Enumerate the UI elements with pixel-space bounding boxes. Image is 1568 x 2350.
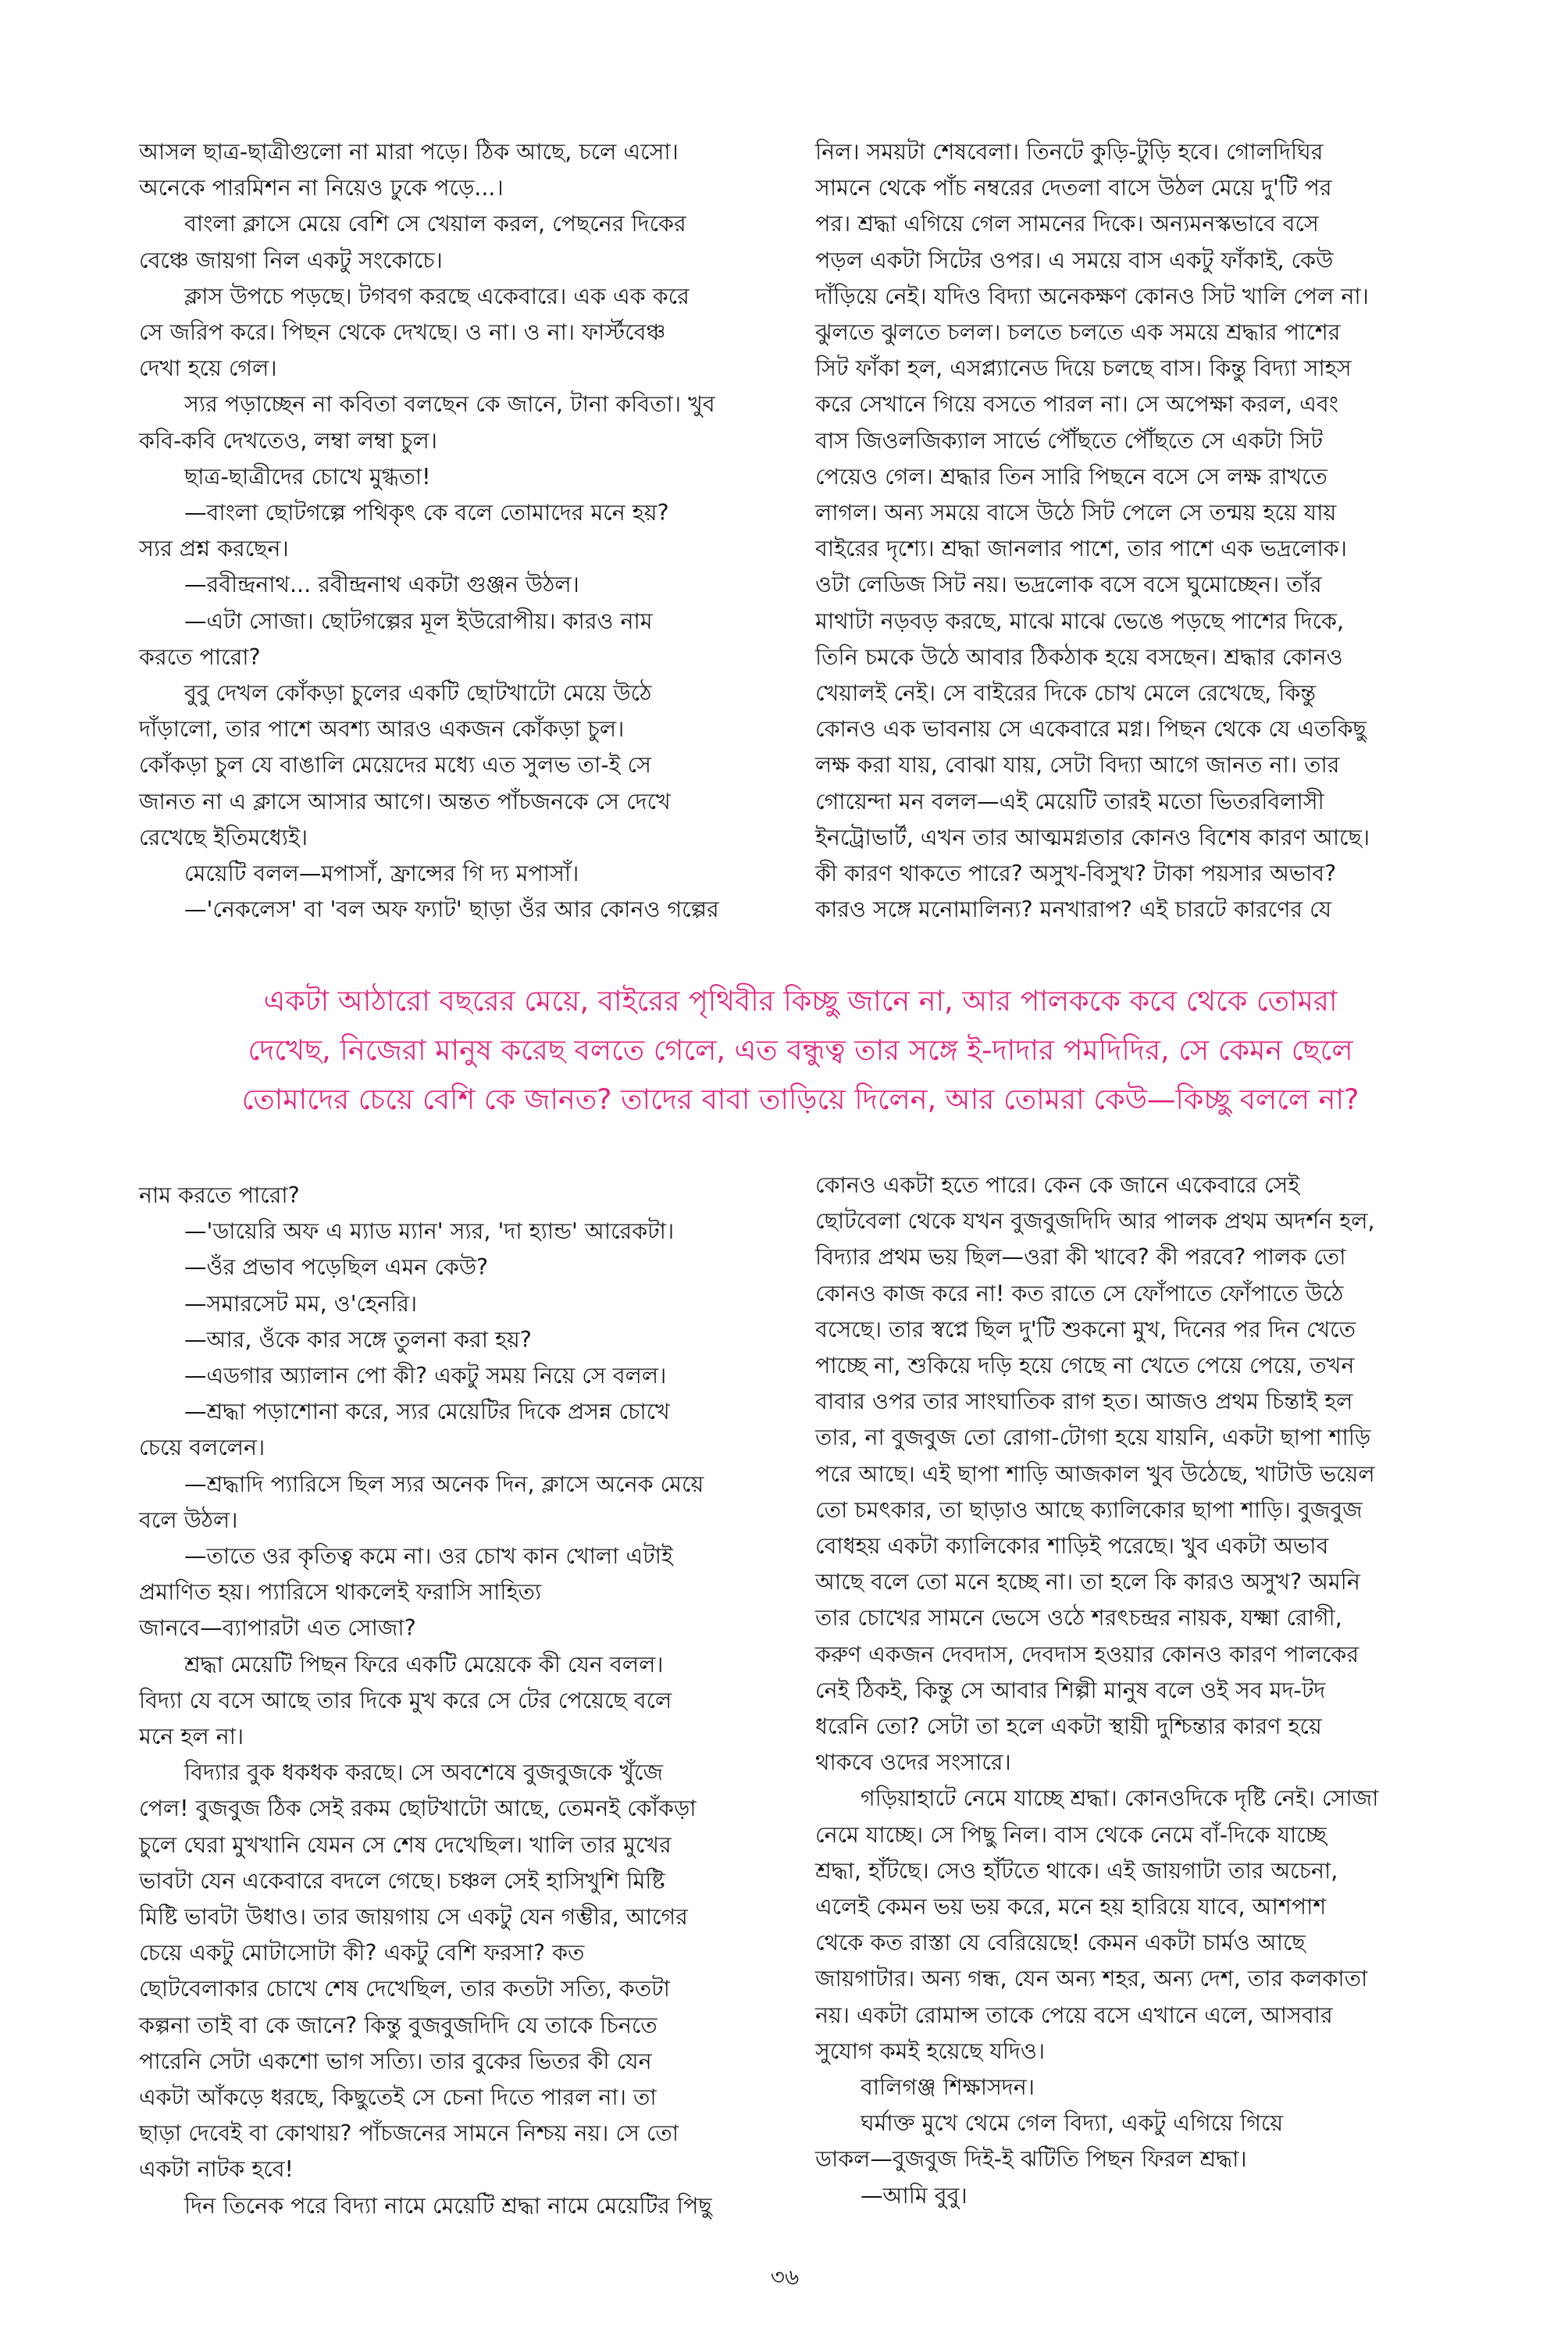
text-line: জায়গাটার। অন্য গন্ধ, যেন অন্য শহর, অন্য দেশ, তার কলকাতা — [815, 1966, 1368, 1992]
text-line: ঘর্মাক্ত মুখে থেমে গেল বিদ্যা, একটু এগিয়ে গিয়ে — [861, 2110, 1284, 2137]
text-line: রেখেছে ইতিমধ্যেই। — [139, 824, 308, 850]
text-line: এলেই কেমন ভয় ভয় করে, মনে হয় হারিয়ে যাবে, আশপাশ — [815, 1894, 1327, 1920]
text-line: মাথাটা নড়বড় করছে, মাঝে মাঝে ভেঙে পড়ছে পাশের দিকে, — [815, 608, 1345, 634]
text-line: লাগল। অন্য সময়ে বাসে উঠে সিট পেলে সে তন্ময় হয়ে যায় — [815, 500, 1337, 526]
pull-quote-line: দেখেছ, নিজেরা মানুষ করেছ বলতে গেলে, এত বন্ধুত্ব তার সঙ্গে ই-দাদার পমদিদির, সে কেমন ছেলে — [248, 1033, 1353, 1067]
text-line: বাংলা ক্লাসে মেয়ে বেশি সে খেয়াল করল, পেছনের দিকের — [184, 211, 686, 237]
text-line: কী কারণ থাকতে পারে? অসুখ-বিসুখ? টাকা পয়সার অভাব? — [815, 861, 1337, 887]
text-line: নিল। সময়টা শেষবেলা। তিনটে কুড়ি-টুড়ি হবে। গোলদিঘির — [815, 139, 1324, 165]
text-line: ইনট্রোভার্ট, এখন তার আত্মমগ্নতার কোনও বিশেষ কারণ আছে। — [815, 824, 1370, 850]
text-line: তার, না বুজবুজ তো রোগা-টোগা হয়ে যায়নি, একটা ছাপা শাড়ি — [815, 1425, 1371, 1451]
text-line: সে জরিপ করে। পিছন থেকে দেখছে। ও না। ও না। ফার্স্টবেঞ্চ — [139, 319, 666, 346]
text-line: বুবু দেখল কোঁকড়া চুলের একটি ছোটখাটো মেয়ে উঠে — [184, 680, 652, 707]
text-line: দিন তিনেক পরে বিদ্যা নামে মেয়েটি শ্রদ্ধা নামে মেয়েটির পিছু — [184, 2192, 712, 2219]
text-line: মনে হল না। — [139, 1724, 244, 1750]
text-line: —এডগার অ্যালান পো কী? একটু সময় নিয়ে সে বলল। — [184, 1363, 667, 1389]
text-line: চেয়ে বললেন। — [139, 1435, 265, 1461]
text-line: থেকে কত রাস্তা যে বেরিয়েছে! কেমন একটা চার্মও আছে — [815, 1930, 1306, 1956]
text-line: কোনও কাজ করে না! কত রাতে সে ফোঁপাতে ফোঁপাতে উঠে — [815, 1280, 1344, 1307]
text-line: ছোটবেলাকার চোখে শেষ দেখেছিল, তার কতটা সত্যি, কতটা — [139, 1976, 670, 2002]
text-line: আছে বলে তো মনে হচ্ছে না। তা হলে কি কারও অসুখ? অমনি — [815, 1569, 1360, 1596]
text-line: গোয়েন্দা মন বলল—এই মেয়েটি তারই মতো ভিতরবিলাসী — [815, 788, 1324, 815]
text-line: করুণ একজন দেবদাস, দেবদাস হওয়ার কোনও কারণ পালকের — [815, 1641, 1360, 1667]
text-line: —রবীন্দ্রনাথ... রবীন্দ্রনাথ একটা গুঞ্জন উঠল। — [184, 572, 579, 598]
text-line: বালিগঞ্জ শিক্ষাসদন। — [861, 2074, 1035, 2101]
text-line: ছোটবেলা থেকে যখন বুজবুজদিদি আর পালক প্রথম অদর্শন হল, — [815, 1208, 1375, 1235]
text-line: বিদ্যার বুক ধকধক করছে। সে অবশেষে বুজবুজকে খুঁজে — [184, 1760, 663, 1786]
text-line: —বাংলা ছোটগল্পে পথিকৃৎ কে বলে তোমাদের মনে হয়? — [184, 500, 669, 526]
pull-quote-line: একটা আঠারো বছরের মেয়ে, বাইরের পৃথিবীর কিচ্ছু জানে না, আর পালককে কবে থেকে তোমরা — [263, 984, 1338, 1018]
text-line: ছাড়া দেবেই বা কোথায়? পাঁচজনের সামনে নিশ্চয় নয়। সে তো — [139, 2120, 679, 2147]
text-line: সিট ফাঁকা হল, এসপ্ল্যানেড দিয়ে চলছে বাস। কিন্তু বিদ্যা সাহস — [815, 355, 1352, 382]
text-line: বাইরের দৃশ্যে। শ্রদ্ধা জানলার পাশে, তার পাশে এক ভদ্রলোক। — [815, 536, 1347, 562]
text-column-bottom-right — [815, 1168, 1448, 2214]
text-line: সুযোগ কমই হয়েছে যদিও। — [815, 2038, 1046, 2064]
text-column-bottom-left — [139, 1178, 773, 2224]
text-line: স্যর প্রশ্ন করছেন। — [139, 536, 289, 562]
text-line: —'ডায়েরি অফ এ ম্যাড ম্যান' স্যর, 'দা হ্যান্ড' আরেকটা। — [184, 1218, 675, 1245]
text-line: —ওঁর প্রভাব পড়েছিল এমন কেউ? — [184, 1254, 489, 1281]
page-number: ৩৬ — [770, 2264, 800, 2290]
text-line: কোঁকড়া চুল যে বাঙালি মেয়েদের মধ্যে এত সুলভ তা-ই সে — [139, 752, 651, 779]
text-line: ডাকল—বুজবুজ দিই-ই ঝটিতি পিছন ফিরল শ্রদ্ধা। — [815, 2146, 1247, 2173]
text-line: —আর, ওঁকে কার সঙ্গে তুলনা করা হয়? — [184, 1326, 532, 1353]
text-line: বিদ্যার প্রথম ভয় ছিল—ওরা কী খাবে? কী পরবে? পালক তো — [815, 1244, 1346, 1271]
text-line: দাঁড়িয়ে নেই। যদিও বিদ্যা অনেকক্ষণ কোনও সিট খালি পেল না। — [815, 283, 1369, 309]
text-line: নেই ঠিকই, কিন্তু সে আবার শিল্পী মানুষ বলে ওই সব মদ-টদ — [815, 1677, 1326, 1703]
text-line: পর। শ্রদ্ধা এগিয়ে গেল সামনের দিকে। অন্যমনস্কভাবে বসে — [815, 211, 1319, 237]
text-line: শ্রদ্ধা মেয়েটি পিছন ফিরে একটি মেয়েকে কী যেন বলল। — [184, 1651, 664, 1678]
text-line: অনেকে পারমিশন না নিয়েও ঢুকে পড়ে...। — [139, 175, 504, 201]
text-line: পাচ্ছে না, শুকিয়ে দড়ি হয়ে গেছে না খেতে পেয়ে পেয়ে, তখন — [815, 1353, 1355, 1379]
text-line: দাঁড়ালো, তার পাশে অবশ্য আরও একজন কোঁকড়া চুল। — [139, 716, 625, 743]
text-column-top-left — [139, 134, 773, 928]
text-line: নাম করতে পারো? — [139, 1182, 300, 1208]
text-line: আসল ছাত্র-ছাত্রীগুলো না মারা পড়ে। ঠিক আছে, চলে এসো। — [139, 139, 679, 165]
text-line: বাবার ওপর তার সাংঘাতিক রাগ হত। আজও প্রথম চিন্তাই হল — [815, 1389, 1353, 1415]
text-line: জানত না এ ক্লাসে আসার আগে। অন্তত পাঁচজনকে সে দেখে — [139, 788, 671, 815]
text-line: পারেনি সেটা একশো ভাগ সত্যি। তার বুকের ভিতর কী যেন — [139, 2048, 652, 2074]
pull-quote-line: তোমাদের চেয়ে বেশি কে জানত? তাদের বাবা তাড়িয়ে দিলেন, আর তোমরা কেউ—কিচ্ছু বললে না? — [241, 1082, 1360, 1116]
text-line: —শ্রদ্ধাদি প্যারিসে ছিল স্যর অনেক দিন, ক্লাসে অনেক মেয়ে — [184, 1471, 704, 1497]
text-line: ঝুলতে ঝুলতে চলল। চলতে চলতে এক সময়ে শ্রদ্ধার পাশের — [815, 319, 1341, 346]
text-line: বোধহয় একটা ক্যালিকোর শাড়িই পরেছে। খুব একটা অভাব — [815, 1533, 1329, 1560]
text-line: —আমি বুবু। — [861, 2182, 968, 2209]
text-column-top-right — [815, 134, 1448, 928]
text-line: কোনও এক ভাবনায় সে একেবারে মগ্ন। পিছন থেকে যে এতকিছু — [815, 716, 1367, 743]
text-line: নেমে যাচ্ছে। সে পিছু নিল। বাস থেকে নেমে বাঁ-দিকে যাচ্ছে — [815, 1821, 1327, 1848]
text-line: ভাবটা যেন একেবারে বদলে গেছে। চঞ্চল সেই হাসিখুশি মিষ্টি — [139, 1867, 665, 1894]
text-line: তিনি চমকে উঠে আবার ঠিকঠাক হয়ে বসছেন। শ্রদ্ধার কোনও — [815, 644, 1343, 670]
text-line: মিষ্টি ভাবটা উধাও। তার জায়গায় সে একটু যেন গম্ভীর, আগের — [139, 1904, 688, 1931]
text-line: শ্রদ্ধা, হাঁটছে। সেও হাঁটতে থাকে। এই জায়গাটা তার অচেনা, — [815, 1857, 1338, 1884]
text-line: কবি-কবি দেখতেও, লম্বা লম্বা চুল। — [139, 427, 437, 454]
text-line: নয়। একটা রোমান্স তাকে পেয়ে বসে এখানে এলে, আসবার — [815, 2002, 1333, 2028]
text-line: ছাত্র-ছাত্রীদের চোখে মুগ্ধতা! — [184, 463, 431, 490]
text-line: —সমারসেট মম, ও'হেনরি। — [184, 1290, 418, 1317]
text-line: কোনও একটা হতে পারে। কেন কে জানে একেবারে সেই — [815, 1172, 1300, 1198]
text-line: —'নেকলেস' বা 'বল অফ ফ্যাট' ছাড়া ওঁর আর কোনও গল্পের — [184, 897, 719, 923]
text-line: গড়িয়াহাটে নেমে যাচ্ছে শ্রদ্ধা। কোনওদিকে দৃষ্টি নেই। সোজা — [861, 1785, 1379, 1812]
text-line: পেল! বুজবুজ ঠিক সেই রকম ছোটখাটো আছে, তেমনই কোঁকড়া — [139, 1795, 697, 1822]
text-line: একটা নাটক হবে! — [139, 2156, 294, 2183]
text-line: পড়ল একটা সিটের ওপর। এ সময়ে বাস একটু ফাঁকাই, কেউ — [815, 247, 1334, 273]
text-line: পেয়েও গেল। শ্রদ্ধার তিন সারি পিছনে বসে সে লক্ষ রাখতে — [815, 463, 1327, 490]
text-line: ওটা লেডিজ সিট নয়। ভদ্রলোক বসে বসে ঘুমোচ্ছেন। তাঁর — [815, 572, 1322, 598]
text-line: বিদ্যা যে বসে আছে তার দিকে মুখ করে সে টের পেয়েছে বলে — [139, 1687, 672, 1713]
text-line: একটা আঁকড়ে ধরছে, কিছুতেই সে চেনা দিতে পারল না। তা — [139, 2084, 657, 2111]
text-line: বাস জিওলজিক্যাল সার্ভে পৌঁছতে পৌঁছতে সে একটা সিট — [815, 427, 1324, 454]
text-line: —তাতে ওর কৃতিত্ব কমে না। ওর চোখ কান খোলা এটাই — [184, 1543, 673, 1570]
pull-quote — [148, 976, 1452, 1124]
text-line: ক্লাস উপচে পড়ছে। টগবগ করছে একেবারে। এক এক করে — [184, 283, 690, 309]
text-line: প্রমাণিত হয়। প্যারিসে থাকলেই ফরাসি সাহিত্য — [139, 1579, 542, 1606]
text-line: তো চমৎকার, তা ছাড়াও আছে ক্যালিকোর ছাপা শাড়ি। বুজবুজ — [815, 1496, 1363, 1523]
text-line: —এটা সোজা। ছোটগল্পের মূল ইউরোপীয়। কারও নাম — [184, 608, 653, 634]
text-line: তার চোখের সামনে ভেসে ওঠে শরৎচন্দ্রর নায়ক, যক্ষ্মা রোগী, — [815, 1605, 1342, 1631]
text-line: বেঞ্চে জায়গা নিল একটু সংকোচে। — [139, 247, 443, 273]
text-line: —শ্রদ্ধা পড়াশোনা করে, স্যর মেয়েটির দিকে প্রসন্ন চোখে — [184, 1399, 670, 1425]
text-line: কল্পনা তাই বা কে জানে? কিন্তু বুজবুজদিদি যে তাকে চিনতে — [139, 2012, 657, 2038]
text-line: বসেছে। তার স্বপ্নে ছিল দু'টি শুকনো মুখ, দিনের পর দিন খেতে — [815, 1316, 1356, 1343]
text-line: চেয়ে একটু মোটাসোটা কী? একটু বেশি ফরসা? কত — [139, 1940, 585, 1967]
text-line: দেখা হয়ে গেল। — [139, 355, 277, 382]
text-line: চুলে ঘেরা মুখখানি যেমন সে শেষ দেখেছিল। খালি তার মুখের — [139, 1831, 672, 1858]
text-line: লক্ষ করা যায়, বোঝা যায়, সেটা বিদ্যা আগে জানত না। তার — [815, 752, 1340, 779]
text-line: করে সেখানে গিয়ে বসতে পারল না। সে অপেক্ষা করল, এবং — [815, 391, 1338, 418]
text-line: পরে আছে। এই ছাপা শাড়ি আজকাল খুব উঠেছে, খাটাউ ভয়েল — [815, 1460, 1375, 1487]
text-line: থাকবে ওদের সংসারে। — [815, 1749, 1011, 1776]
text-line: বলে উঠল। — [139, 1507, 238, 1533]
text-line: ধরেনি তো? সেটা তা হলে একটা স্থায়ী দুশ্চিন্তার কারণ হয়ে — [815, 1713, 1322, 1740]
text-line: সামনে থেকে পাঁচ নম্বরের দেতলা বাসে উঠল মেয়ে দু'টি পর — [815, 175, 1332, 201]
text-line: স্যর পড়াচ্ছেন না কবিতা বলছেন কে জানে, টানা কবিতা। খুব — [184, 391, 715, 418]
text-line: খেয়ালই নেই। সে বাইরের দিকে চোখ মেলে রেখেছে, কিন্তু — [815, 680, 1317, 707]
text-line: জানবে—ব্যাপারটা এত সোজা? — [139, 1615, 416, 1642]
text-line: করতে পারো? — [139, 644, 261, 670]
text-line: কারও সঙ্গে মনোমালিন্য? মনখারাপ? এই চারটে কারণের যে — [815, 897, 1332, 923]
text-line: মেয়েটি বলল—মপাসাঁ, ফ্রান্সের গি দ্য মপাসাঁ। — [184, 861, 579, 887]
